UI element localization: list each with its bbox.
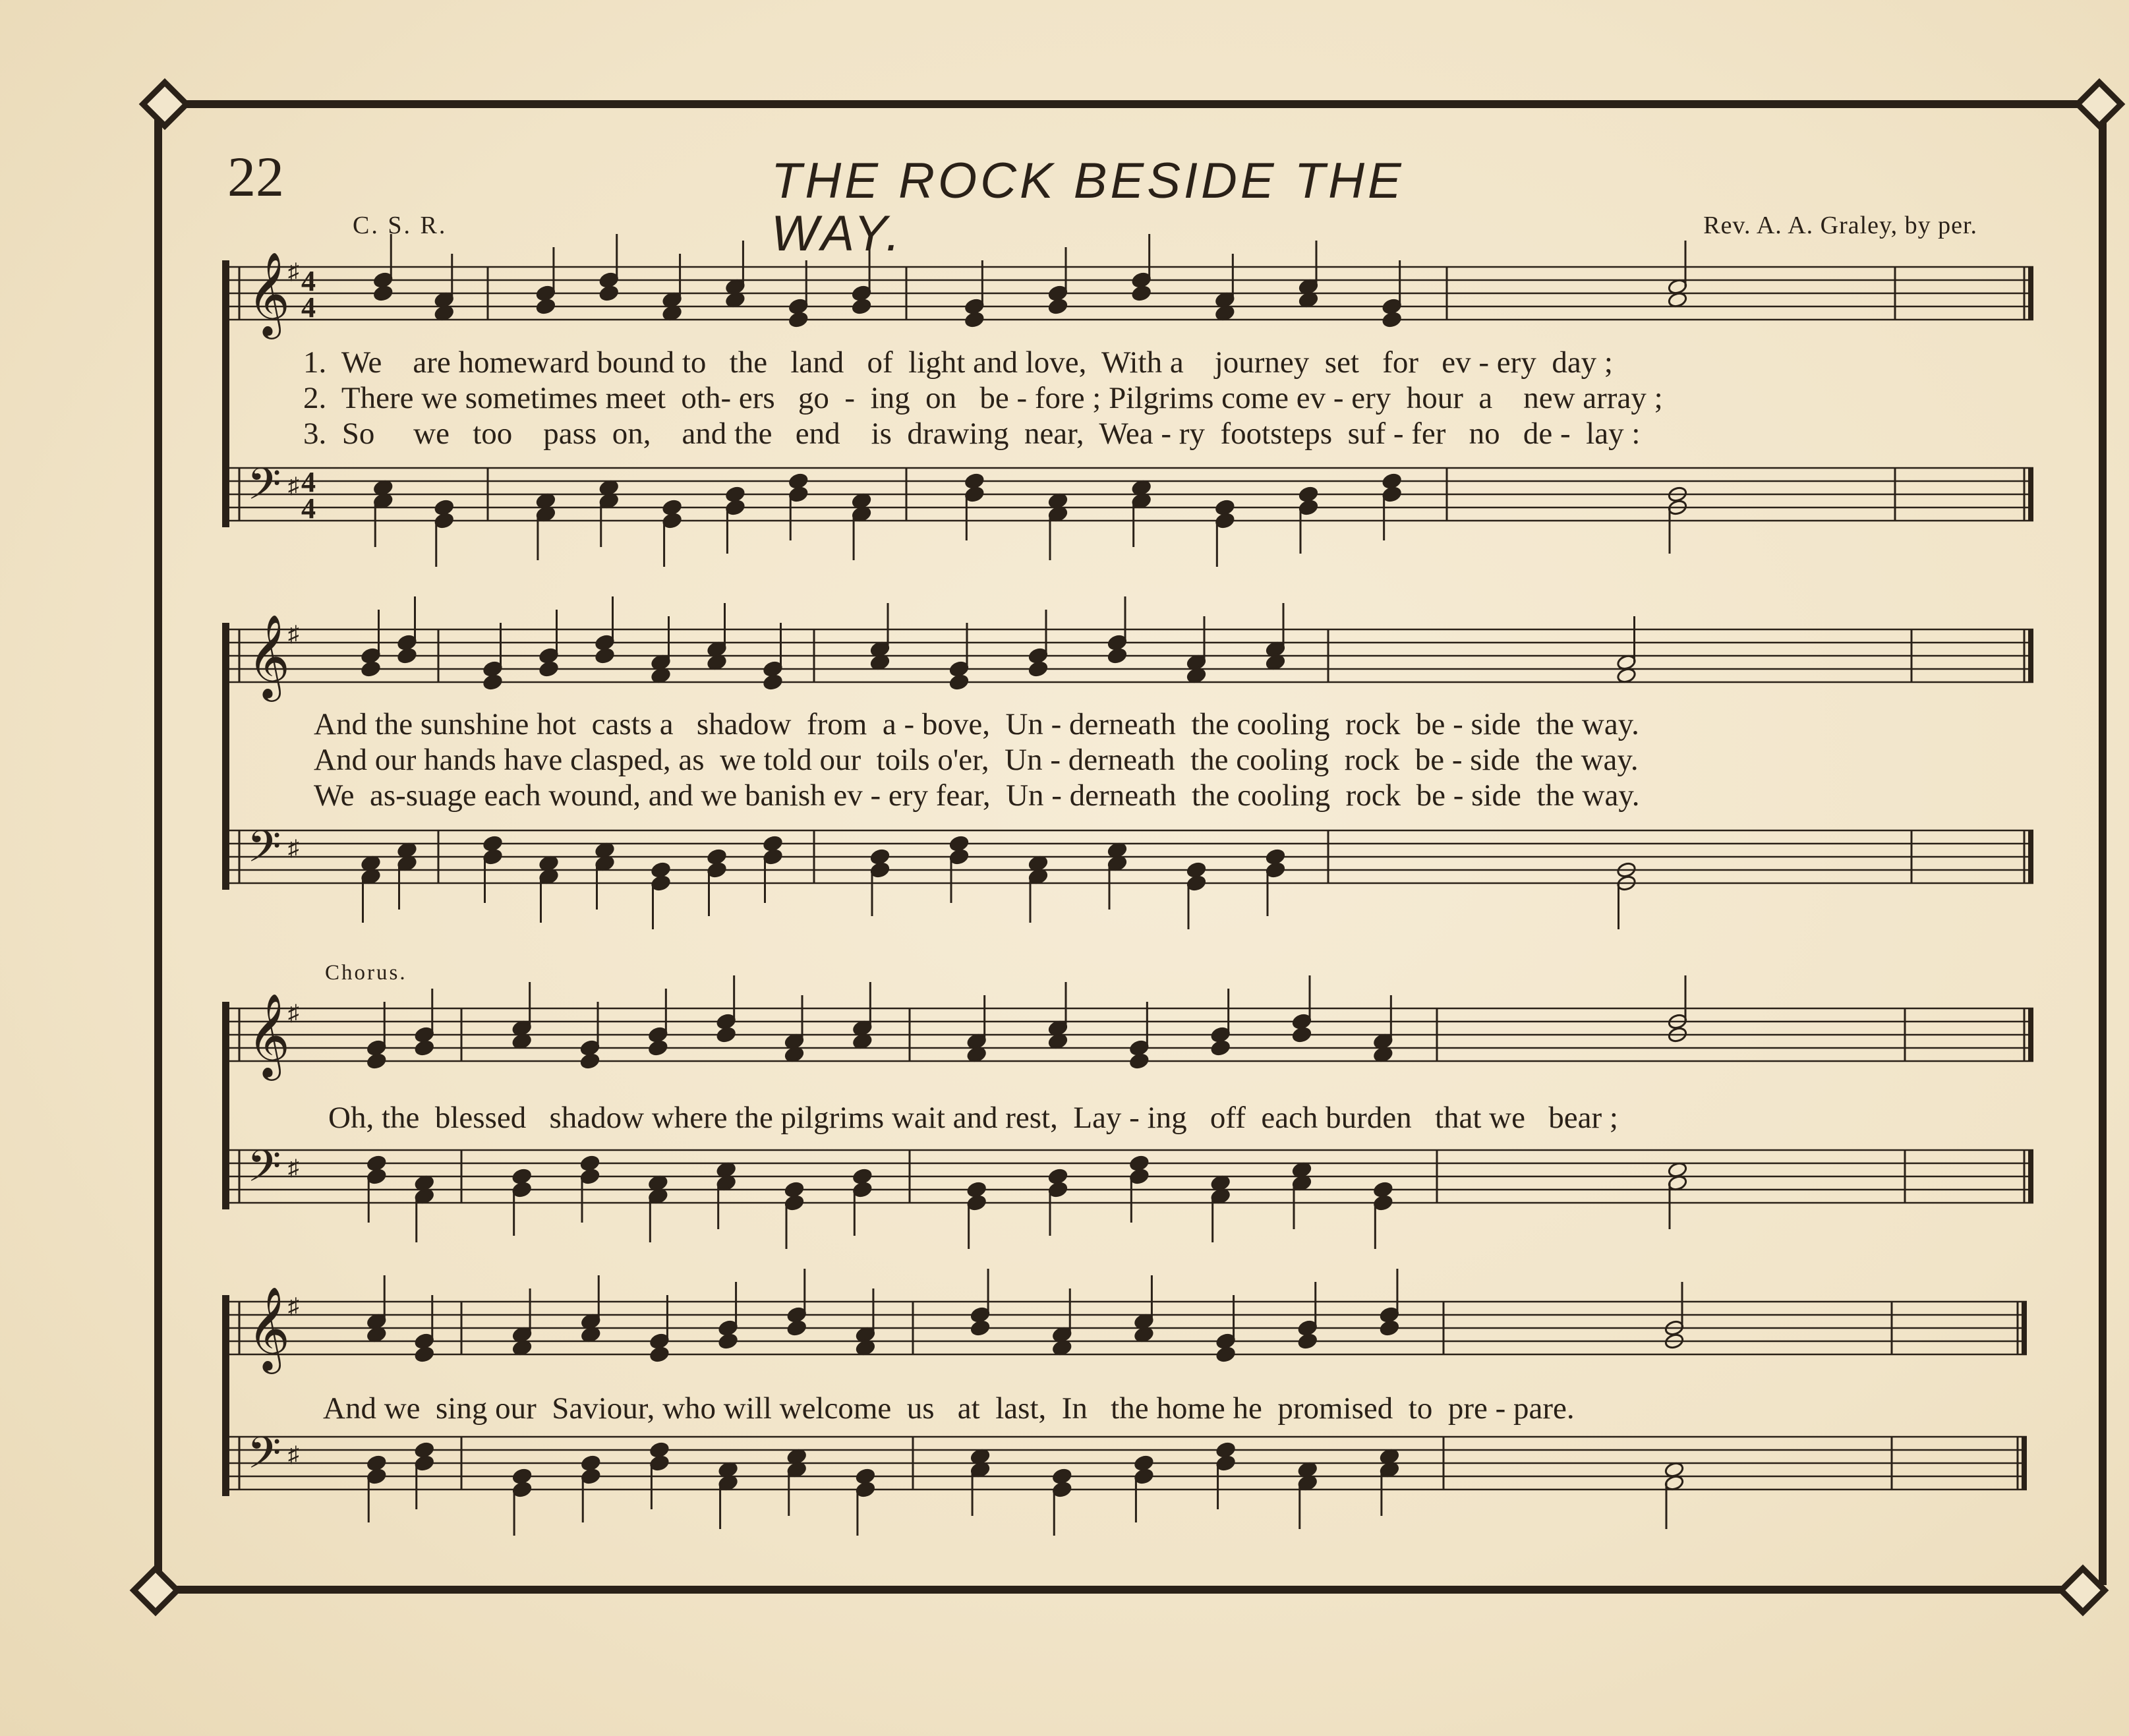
treble-clef-icon: 𝄞 [247, 1288, 291, 1369]
note-head [1129, 1053, 1150, 1070]
note-head [788, 311, 809, 328]
verse-3-line-1: 3. So we too pass on, and the end is drawing near, Wea - ry footsteps suf - fer no de - lay : [303, 417, 1641, 451]
note-head [1186, 861, 1207, 879]
note-head [1382, 473, 1402, 490]
note-head [512, 1468, 533, 1485]
note-head [414, 1039, 434, 1056]
note-head [366, 1455, 387, 1472]
note-head [651, 861, 671, 879]
final-bar-line [2028, 830, 2033, 883]
note-head [649, 1441, 670, 1459]
note-head [964, 311, 985, 328]
verse-1-line-2: And the sunshine hot casts a shadow from a - bove, Un - derneath the cooling rock be - side the way. [314, 707, 1639, 741]
note-head [1048, 298, 1068, 315]
note-head [870, 848, 890, 865]
note-head [414, 1346, 434, 1363]
system-brace [222, 623, 229, 890]
final-bar-line [2028, 1008, 2033, 1061]
sharp-icon: ♯ [288, 1443, 299, 1467]
note-head [373, 285, 394, 302]
final-bar-line [2028, 267, 2033, 320]
note-head [1380, 1319, 1400, 1337]
note-head [366, 1053, 387, 1070]
note-head [856, 1468, 876, 1485]
note-head [434, 499, 454, 516]
system-brace [222, 260, 229, 527]
note-head [964, 473, 985, 490]
note-head [580, 1155, 600, 1172]
treble-clef-icon: 𝄞 [247, 616, 291, 697]
final-bar-line [2028, 629, 2033, 682]
note-head [595, 647, 615, 664]
note-head [1028, 660, 1049, 678]
note-head [598, 285, 619, 302]
note-head [763, 835, 783, 852]
chorus-line-1: Oh, the blessed shadow where the pilgrims wait and rest, Lay - ing off each burden that we bear ; [328, 1101, 1618, 1135]
treble-clef-icon: 𝄞 [247, 995, 291, 1076]
time-signature: 4 [301, 291, 316, 324]
composer-credit: Rev. A. A. Graley, by per. [1703, 212, 1977, 239]
note-head [784, 1181, 805, 1198]
bass-clef-icon: 𝄢 [247, 1430, 281, 1488]
note-head [1052, 1468, 1072, 1485]
note-head [397, 647, 417, 664]
verse-1-line-1: 1. We are homeward bound to the land of light and love, With a journey set for ev - ery day ; [303, 345, 1613, 380]
sharp-icon: ♯ [288, 474, 299, 498]
note-head [852, 1168, 873, 1185]
note-head [539, 660, 559, 678]
lyricist-credit: C. S. R. [353, 212, 448, 239]
note-head [1129, 1155, 1150, 1172]
note-head [1215, 1441, 1236, 1459]
bass-clef-icon: 𝄢 [247, 1143, 281, 1201]
note-head [536, 298, 556, 315]
note-head [786, 1319, 807, 1337]
page-number: 22 [227, 145, 284, 208]
note-head [966, 1181, 987, 1198]
verse-2-line-1: 2. There we sometimes meet oth- ers go - ing on be - fore ; Pilgrims come ev - ery hour a new array ; [303, 381, 1663, 415]
note-head [1215, 499, 1235, 516]
bass-clef-icon: 𝄢 [247, 461, 281, 519]
note-head [788, 473, 809, 490]
note-head [1382, 311, 1402, 328]
note-head [366, 1155, 387, 1172]
note-head [1107, 647, 1128, 664]
note-head [852, 298, 872, 315]
note-head [1134, 1455, 1154, 1472]
final-bar-line [2022, 1302, 2027, 1354]
chorus-line-2: And we sing our Saviour, who will welcome us at last, In the home he promised to pre - pare. [323, 1391, 1575, 1426]
sharp-icon: ♯ [288, 622, 299, 647]
hymn-title: THE ROCK BESIDE THE WAY. [771, 153, 1405, 262]
note-head [482, 835, 503, 852]
final-bar-line [2028, 468, 2033, 521]
note-head [949, 835, 970, 852]
note-head [949, 674, 970, 691]
system-brace [222, 1295, 229, 1496]
note-head [1131, 285, 1152, 302]
sharp-icon: ♯ [288, 1156, 299, 1180]
sharp-icon: ♯ [288, 1001, 299, 1026]
note-head [511, 1168, 532, 1185]
note-head [1292, 1026, 1312, 1043]
system-brace [222, 1002, 229, 1209]
note-head [718, 1333, 738, 1350]
page-border [158, 104, 2103, 1590]
note-head [725, 486, 745, 503]
final-bar-line [2028, 1150, 2033, 1203]
sharp-icon: ♯ [288, 260, 299, 284]
verse-3-line-2: We as-suage each wound, and we banish ev - ery fear, Un - derneath the cooling rock be - side the way. [314, 778, 1640, 813]
time-signature: 4 [301, 466, 316, 498]
sharp-icon: ♯ [288, 836, 299, 861]
note-head [1266, 848, 1286, 865]
note-head [580, 1053, 600, 1070]
note-head [716, 1026, 736, 1043]
note-head [482, 674, 503, 691]
note-head [1210, 1039, 1231, 1056]
final-bar-line [2022, 1437, 2027, 1490]
chorus-label: Chorus. [325, 961, 407, 985]
note-head [1048, 1168, 1068, 1185]
note-head [649, 1346, 670, 1363]
bass-clef-icon: 𝄢 [247, 824, 281, 882]
note-head [662, 499, 682, 516]
treble-clef-icon: 𝄞 [247, 254, 291, 334]
note-head [707, 848, 727, 865]
note-head [361, 660, 381, 678]
note-head [1298, 486, 1319, 503]
note-head [763, 674, 783, 691]
note-head [648, 1039, 668, 1056]
note-head [970, 1319, 991, 1337]
note-head [1215, 1346, 1236, 1363]
verse-2-line-2: And our hands have clasped, as we told our toils o'er, Un - derneath the cooling rock be - side the way. [314, 743, 1639, 777]
note-head [581, 1455, 601, 1472]
time-signature: 4 [301, 265, 316, 297]
sharp-icon: ♯ [288, 1294, 299, 1319]
note-head [1297, 1333, 1318, 1350]
corner-ornament-icon [134, 82, 2121, 1612]
note-head [1373, 1181, 1393, 1198]
note-head [414, 1441, 434, 1459]
time-signature: 4 [301, 492, 316, 525]
